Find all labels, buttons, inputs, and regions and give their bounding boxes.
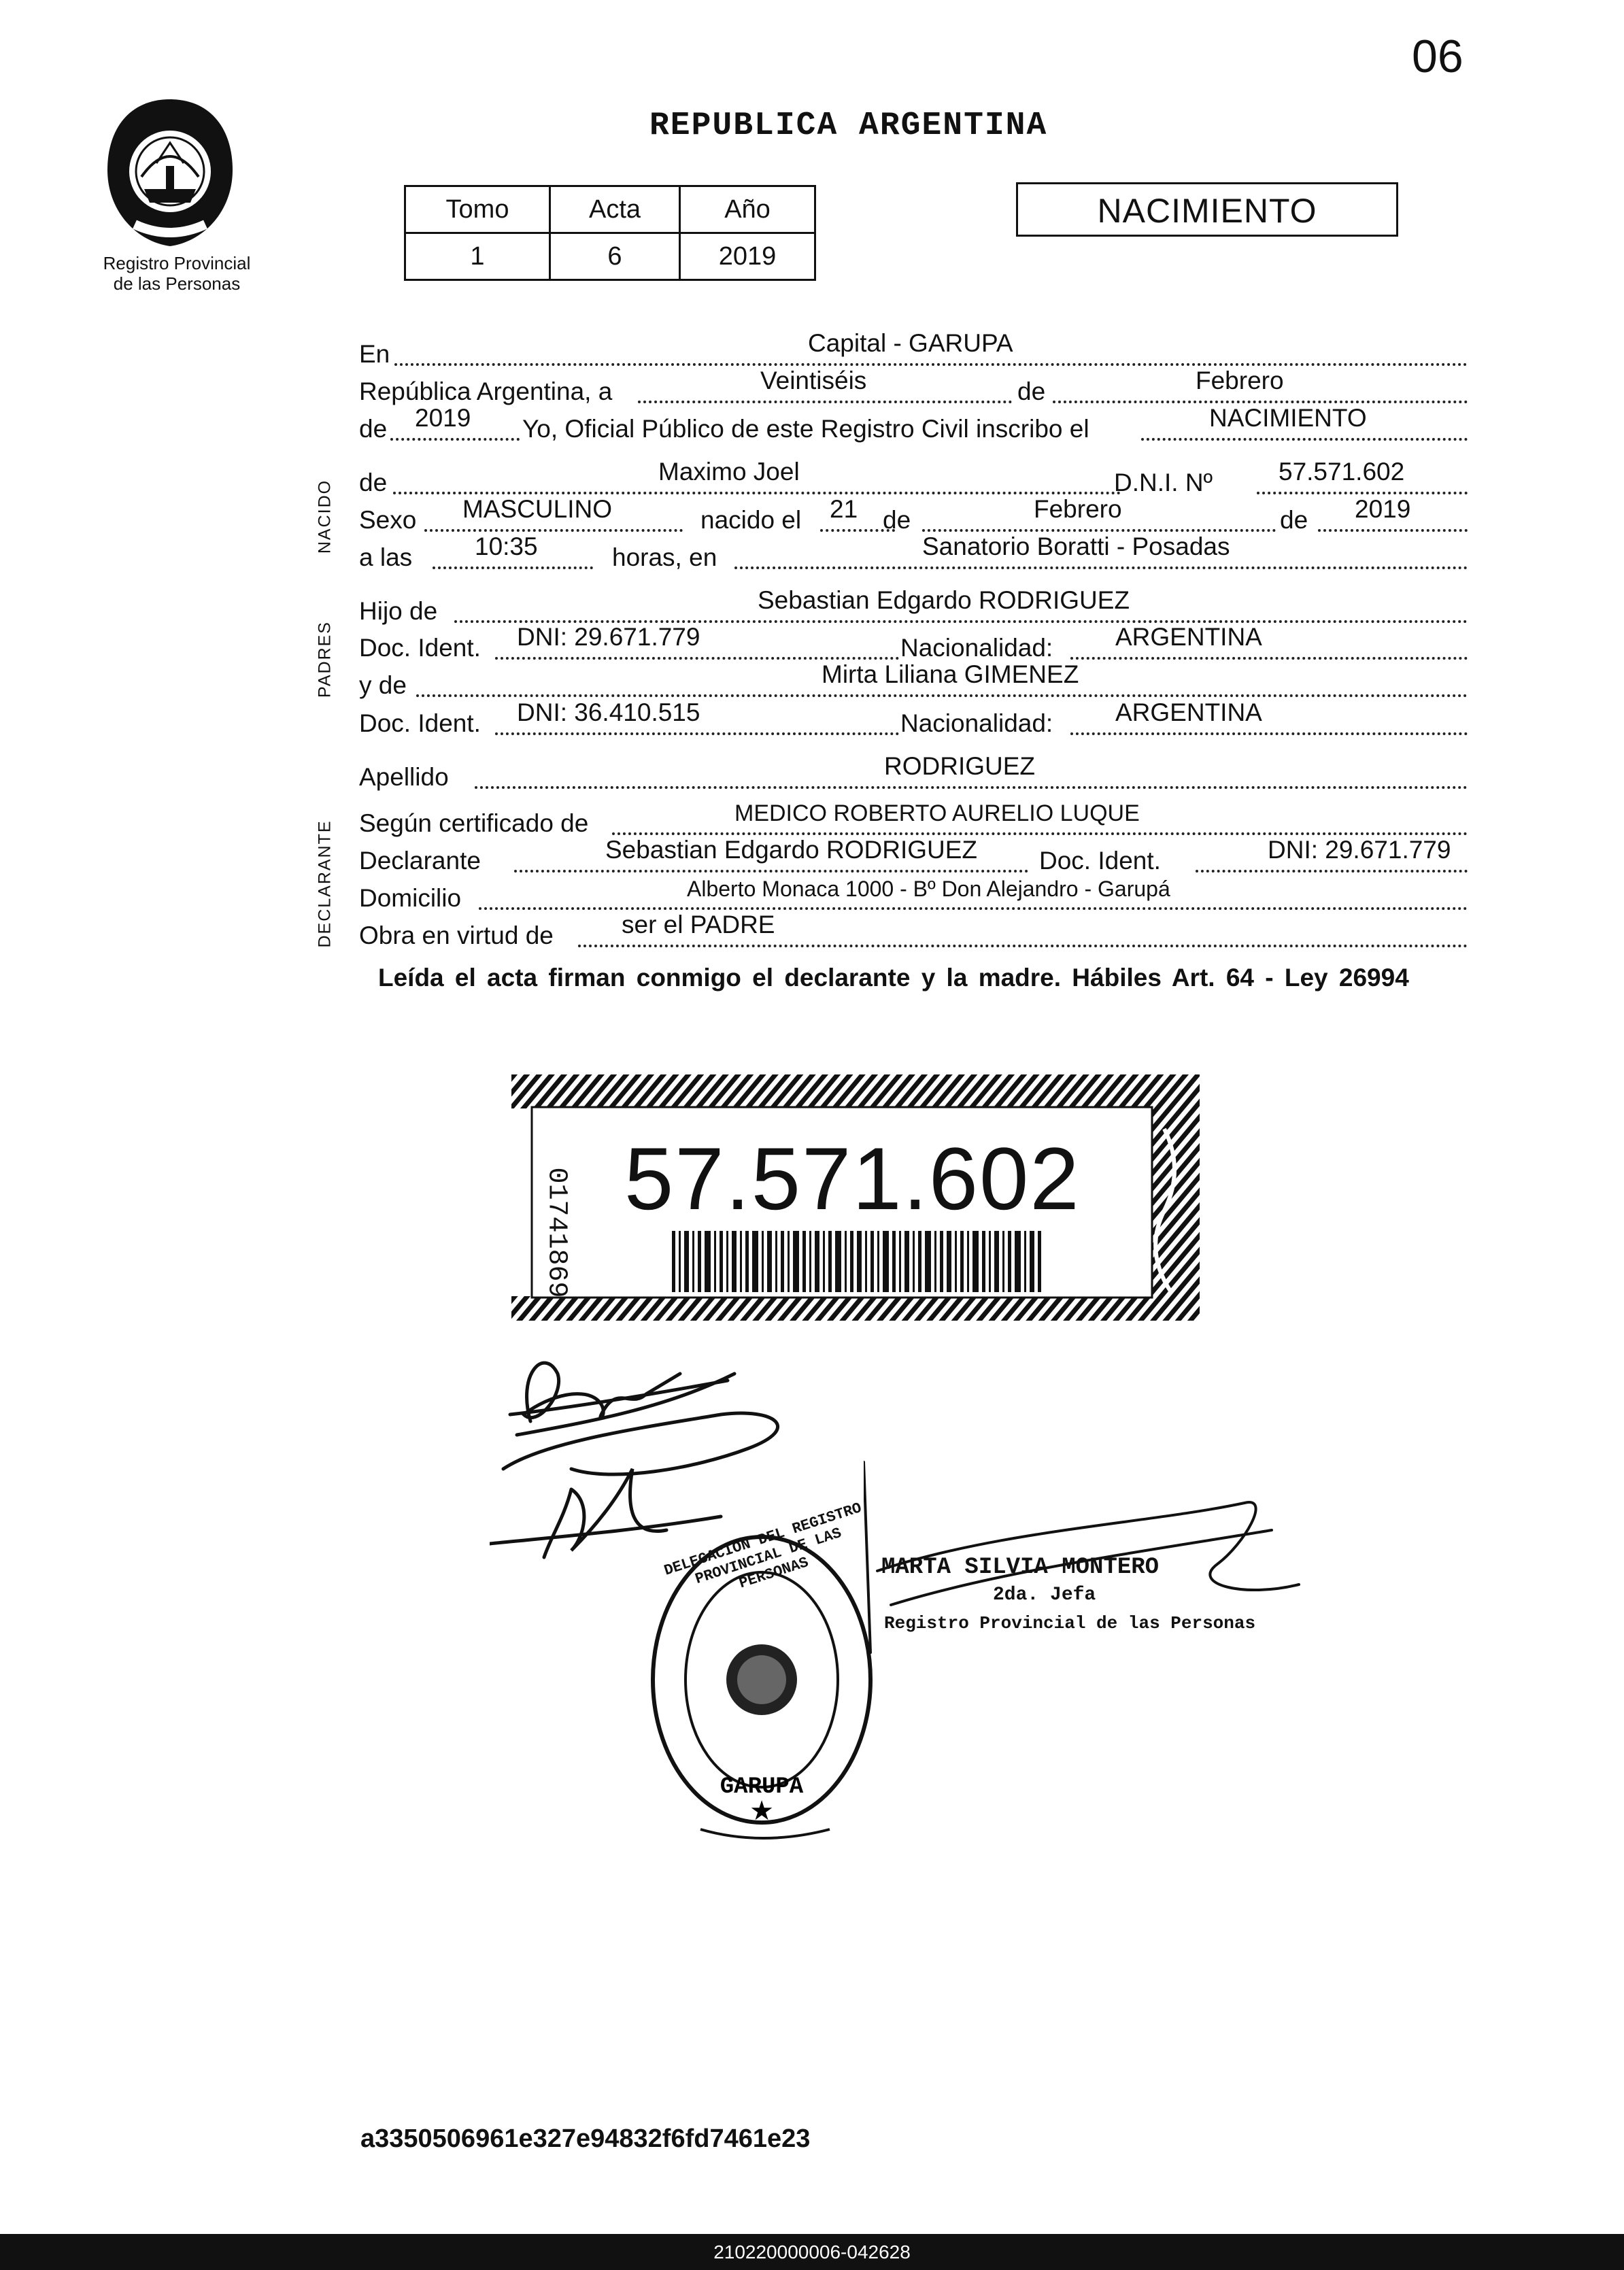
- svg-text:★: ★: [749, 1796, 774, 1826]
- row-madre-doc: Doc. Ident. DNI: 36.410.515 Nacionalidad: ARGENTINA: [359, 701, 1468, 739]
- record-table: [404, 185, 816, 281]
- obra-value: ser el PADRE: [622, 911, 775, 938]
- anio-value: 2019: [680, 233, 815, 280]
- document-hash: a3350506961e327e94832f6fd7461e23: [360, 2124, 811, 2153]
- dni-number: 57.571.602: [624, 1129, 1081, 1228]
- padre-nacionalidad-value: ARGENTINA: [1115, 623, 1262, 651]
- record-type-box: NACIMIENTO: [1016, 182, 1398, 237]
- row-apellido: Apellido RODRIGUEZ: [359, 755, 1468, 793]
- dni-sticker: [511, 1074, 1200, 1321]
- nombre-value: Maximo Joel: [658, 458, 800, 486]
- barcode-icon: [672, 1231, 1045, 1292]
- madre-nacionalidad-value: ARGENTINA: [1115, 698, 1262, 726]
- anio-inscripcion-value: 2019: [415, 404, 471, 432]
- officer-office: Registro Provincial de las Personas: [884, 1613, 1256, 1633]
- apellido-value: RODRIGUEZ: [884, 752, 1035, 780]
- lugar-value: Capital - GARUPA: [808, 329, 1013, 357]
- closing-note: Leída el acta firman conmigo el declarante y la madre. Hábiles Art. 64 - Ley 26994: [378, 964, 1409, 992]
- acta-value: 6: [550, 233, 680, 280]
- dni-value: 57.571.602: [1279, 458, 1405, 486]
- anio-header: Año: [680, 186, 815, 233]
- row-y-de: y de Mirta Liliana GIMENEZ: [359, 663, 1468, 701]
- hora-value: 10:35: [475, 532, 538, 560]
- page-number: 06: [1412, 31, 1464, 82]
- dni-serial: 01741869: [541, 1167, 572, 1298]
- tipo-inscripcion-value: NACIMIENTO: [1209, 404, 1367, 432]
- logo-caption: Registro Provincial de las Personas: [103, 253, 251, 294]
- row-domicilio: Domicilio Alberto Monaca 1000 - Bº Don Alejandro - Garupá: [359, 876, 1468, 914]
- declarante-doc-value: DNI: 29.671.779: [1268, 836, 1451, 864]
- province-coat-of-arms-logo: [102, 95, 238, 252]
- document-title: REPUBLICA ARGENTINA: [649, 107, 1048, 144]
- row-sexo: Sexo MASCULINO nacido el 21 de Febrero de 2019: [359, 498, 1468, 536]
- table-row: [405, 186, 815, 233]
- dia-nacimiento-value: 21: [830, 495, 858, 523]
- anio-nacimiento-value: 2019: [1355, 495, 1411, 523]
- mes-nacimiento-value: Febrero: [1034, 495, 1122, 523]
- side-label-declarante: DECLARANTE: [315, 819, 335, 948]
- row-republica: República Argentina, a Veintiséis de Febrero: [359, 369, 1468, 407]
- row-certificado: Según certificado de MEDICO ROBERTO AURELIO LUQUE: [359, 801, 1468, 839]
- row-obra: Obra en virtud de ser el PADRE: [359, 913, 1468, 951]
- tomo-header: Tomo: [405, 186, 550, 233]
- sexo-value: MASCULINO: [462, 495, 612, 523]
- acta-header: Acta: [550, 186, 680, 233]
- row-de-anio: de 2019 Yo, Oficial Público de este Registro Civil inscribo el NACIMIENTO: [359, 407, 1468, 445]
- dia-inscripcion-value: Veintiséis: [760, 367, 867, 394]
- lugar-nacimiento-value: Sanatorio Boratti - Posadas: [922, 532, 1230, 560]
- certificado-value: MEDICO ROBERTO AURELIO LUQUE: [734, 800, 1140, 826]
- padre-value: Sebastian Edgardo RODRIGUEZ: [758, 586, 1130, 614]
- table-row: [405, 233, 815, 280]
- side-label-nacido: NACIDO: [315, 479, 335, 554]
- row-hora: a las 10:35 horas, en Sanatorio Boratti - Posadas: [359, 535, 1468, 573]
- side-label-padres: PADRES: [315, 621, 335, 698]
- row-declarante: Declarante Sebastian Edgardo RODRIGUEZ Doc. Ident. DNI: 29.671.779: [359, 838, 1468, 877]
- mes-inscripcion-value: Febrero: [1196, 367, 1284, 394]
- seal-city: GARUPA: [720, 1774, 804, 1800]
- madre-value: Mirta Liliana GIMENEZ: [822, 660, 1079, 688]
- row-hijo-de: Hijo de Sebastian Edgardo RODRIGUEZ: [359, 589, 1468, 627]
- madre-doc-value: DNI: 36.410.515: [517, 698, 700, 726]
- declarante-value: Sebastian Edgardo RODRIGUEZ: [605, 836, 978, 864]
- tomo-value: 1: [405, 233, 550, 280]
- domicilio-value: Alberto Monaca 1000 - Bº Don Alejandro - Garupá: [687, 877, 1170, 901]
- footer-code: 210220000006-042628: [0, 2234, 1624, 2270]
- row-en: En Capital - GARUPA: [359, 332, 1468, 370]
- row-padre-doc: Doc. Ident. DNI: 29.671.779 Nacionalidad: ARGENTINA: [359, 626, 1468, 664]
- officer-role: 2da. Jefa: [993, 1585, 1096, 1606]
- padre-doc-value: DNI: 29.671.779: [517, 623, 700, 651]
- seal-ring-text: DELEGACION DEL REGISTRO PROVINCIAL DE LAS PERSONAS: [662, 1499, 864, 1593]
- row-nombre: de Maximo Joel D.N.I. Nº 57.571.602: [359, 460, 1468, 498]
- officer-name: MARTA SILVIA MONTERO: [881, 1555, 1160, 1580]
